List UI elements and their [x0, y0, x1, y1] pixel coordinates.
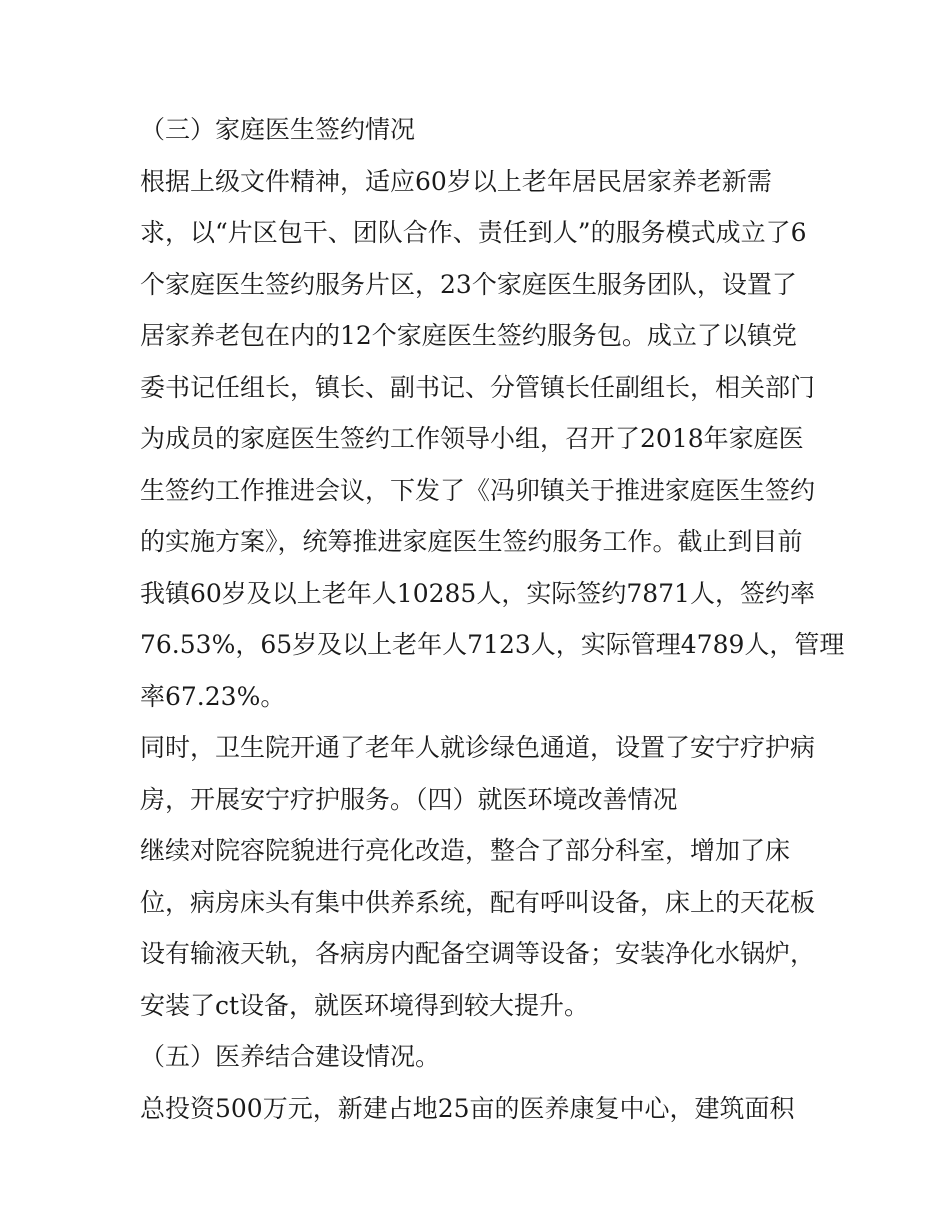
paragraph-line: 居家养老包在内的12个家庭医生签约服务包。成立了以镇党	[140, 321, 797, 350]
section-heading-family-doctor: （三）家庭医生签约情况	[140, 115, 416, 144]
paragraph-line: 总投资500万元，新建占地25亩的医养康复中心，建筑面积	[140, 1093, 795, 1123]
paragraph-line: 个家庭医生签约服务片区，23个家庭医生服务团队，设置了	[140, 269, 797, 299]
paragraph-line: 生签约工作推进会议，下发了《冯卯镇关于推进家庭医生签约	[140, 475, 816, 505]
paragraph-line: 委书记任组长，镇长、副书记、分管镇长任副组长，相关部门	[140, 372, 816, 402]
paragraph-line: 为成员的家庭医生签约工作领导小组，召开了2018年家庭医	[140, 424, 804, 453]
paragraph-line: 设有输液天轨，各病房内配备空调等设备；安装净化水锅炉，	[140, 939, 816, 968]
document-body	[140, 104, 845, 1134]
paragraph-line: 的实施方案》，统筹推进家庭医生签约服务工作。截止到目前	[140, 527, 803, 556]
paragraph-line: 求，以“片区包干、团队合作、责任到人”的服务模式成立了6	[140, 218, 807, 247]
paragraph-line: 76.53%，65岁及以上老年人7123人，实际管理4789人，管理	[140, 630, 845, 659]
paragraph-line: 继续对院容院貌进行亮化改造，整合了部分科室，增加了床	[140, 836, 791, 865]
section-heading-medical-elderly-care: （五）医养结合建设情况。	[140, 1042, 441, 1071]
paragraph-line: 我镇60岁及以上老年人10285人，实际签约7871人，签约率	[140, 578, 815, 608]
paragraph-line: 位，病房床头有集中供养系统，配有呼叫设备，床上的天花板	[140, 887, 816, 917]
paragraph-line: 根据上级文件精神，适应60岁以上老年居民居家养老新需	[140, 166, 772, 196]
paragraph-line: 安装了ct设备，就医环境得到较大提升。	[140, 990, 590, 1020]
paragraph-line: 房，开展安宁疗护服务。（四）就医环境改善情况	[140, 784, 678, 814]
paragraph-line: 同时，卫生院开通了老年人就诊绿色通道，设置了安宁疗护病	[140, 733, 816, 762]
paragraph-line: 率67.23%。	[140, 681, 286, 711]
